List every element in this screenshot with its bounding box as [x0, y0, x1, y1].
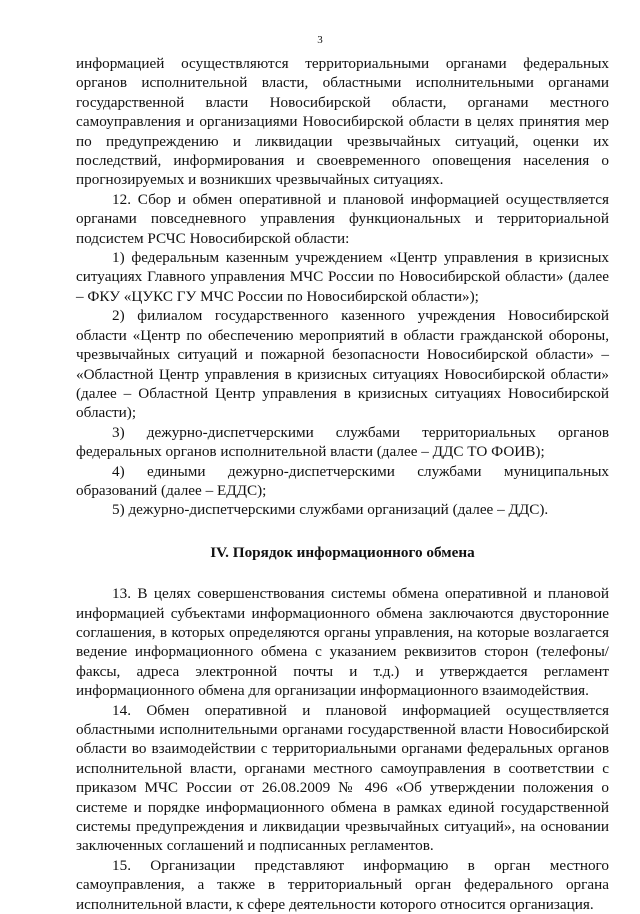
paragraph-14: 14. Обмен оперативной и плановой информацией осуществляется областными исполнительными органами государственной власти Новосибирской области во взаимодействии с территориальными органами федеральных органов исполнительной власти, органами местного самоуправления в соответствии с приказом МЧС России от 26.08.2009 № 496 «Об утверждении положения о системе и порядке информационного обмена в рамках единой государственной системы предупреждения и ликвидации чрезвычайных ситуаций», на основании заключенных соглашений и подписанных регламентов.: [76, 701, 609, 855]
paragraph-13: 13. В целях совершенствования системы обмена оперативной и плановой информацией субъектами информационного обмена заключаются двусторонние соглашения, в которых определяются органы управления, на которые возлагается ведение информационного обмена с указанием реквизитов сторон (телефоны/факсы, адреса электронной почты и т.д.) и утверждается регламент информационного обмена для организации информационного взаимодействия.: [76, 585, 609, 700]
section-heading: IV. Порядок информационного обмена: [210, 543, 475, 561]
paragraph-15: 15. Организации представляют информацию в орган местного самоуправления, а также в территориальный орган федерального органа исполнительной власти, к сфере деятельности которого относится организация.: [76, 856, 609, 913]
page-number: 3: [317, 34, 323, 46]
document-body: [76, 54, 609, 914]
list-item-3: 3) дежурно-диспетчерскими службами территориальных органов федеральных органов исполнительной власти (далее – ДДС ТО ФОИВ);: [76, 423, 609, 461]
list-item-2: 2) филиалом государственного казенного учреждения Новосибирской области «Центр по обеспечению мероприятий в области гражданской обороны, чрезвычайных ситуаций и пожарной безопасности Новосибирской области» – «Областной Центр управления в кризисных ситуациях Новосибирской области» (далее – Областной Центр управления в кризисных ситуациях Новосибирской области);: [76, 307, 609, 422]
list-item-1: 1) федеральным казенным учреждением «Центр управления в кризисных ситуациях Главного управления МЧС России по Новосибирской области» (далее – ФКУ «ЦУКС ГУ МЧС России по Новосибирской области»);: [76, 249, 609, 305]
list-item-4: 4) едиными дежурно-диспетчерскими службами муниципальных образований (далее – ЕДДС);: [76, 462, 609, 499]
paragraph-continuation: информацией осуществляются территориальными органами федеральных органов исполнительной власти, областными исполнительными органами государственной власти Новосибирской области, органами местного самоуправления и организациями Новосибирской области в целях принятия мер по предупреждению и ликвидации чрезвычайных ситуаций, оценки их последствий, информирования и своевременного оповещения населения о прогнозируемых и возникших чрезвычайных ситуациях.: [76, 55, 609, 189]
paragraph-12: 12. Сбор и обмен оперативной и плановой информацией осуществляется органами повседневного управления функциональных и территориальной подсистем РСЧС Новосибирской области:: [76, 190, 609, 247]
list-item-5: 5) дежурно-диспетчерскими службами организаций (далее – ДДС).: [112, 501, 549, 519]
